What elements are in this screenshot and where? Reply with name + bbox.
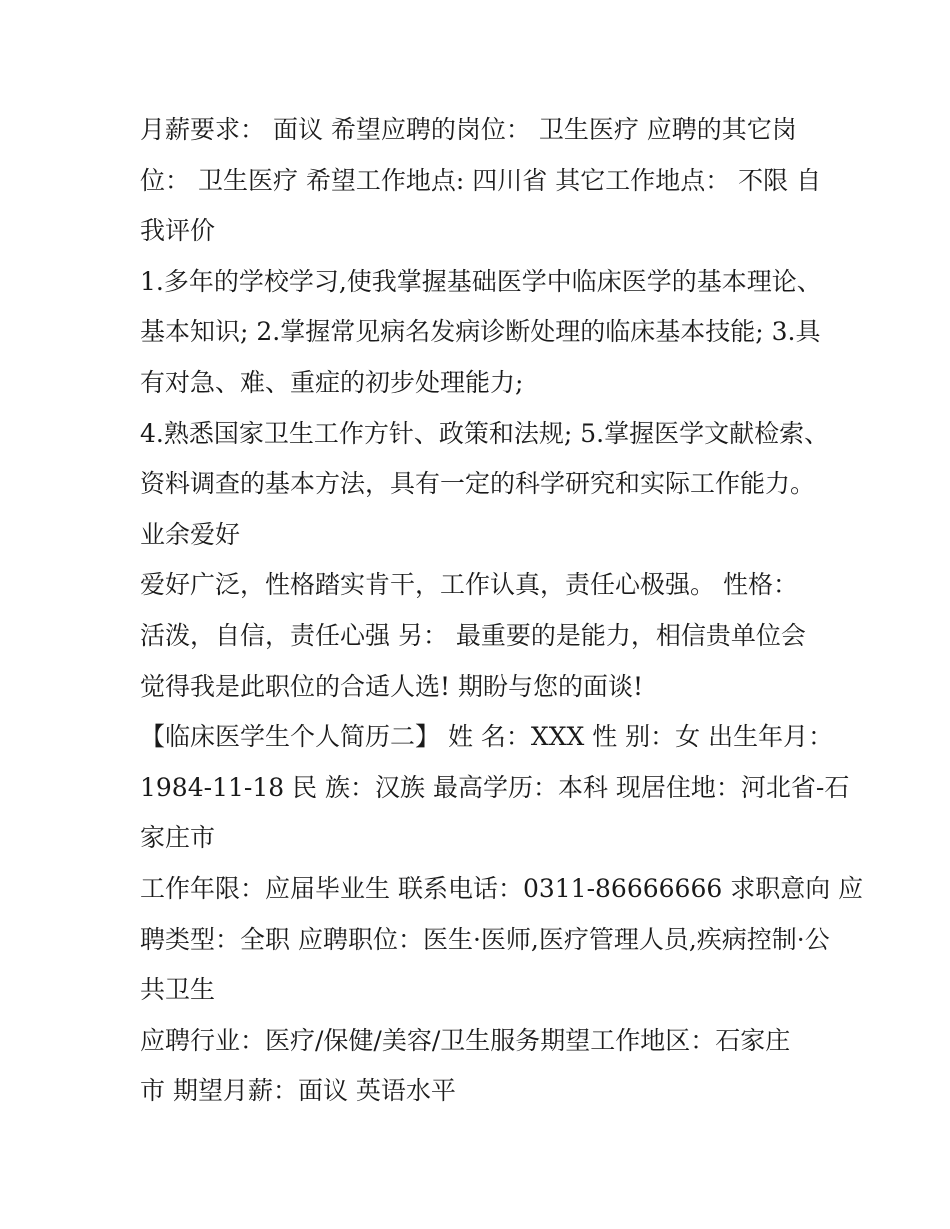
- text-line: 1.多年的学校学习,使我掌握基础医学中临床医学的基本理论、: [140, 266, 822, 296]
- paragraph-resume-two-header: [140, 712, 850, 864]
- text-line: 1984-11-18 民 族：汉族 最高学历：本科 现居住地：河北省-石: [140, 772, 850, 802]
- paragraph-industry-and-expectations: [140, 1016, 820, 1117]
- text-line: 家庄市: [140, 823, 216, 853]
- text-line: 位： 卫生医疗 希望工作地点: 四川省 其它工作地点： 不限 自: [140, 165, 822, 195]
- document-body: [140, 105, 864, 1117]
- text-line: 4.熟悉国家卫生工作方针、政策和法规; 5.掌握医学文献检索、: [140, 418, 830, 448]
- text-line: 资料调查的基本方法，具有一定的科学研究和实际工作能力。: [140, 469, 816, 499]
- text-line: 聘类型：全职 应聘职位：医生·医师,医疗管理人员,疾病控制·公: [140, 924, 830, 954]
- text-line: 活泼，自信，责任心强 另： 最重要的是能力，相信贵单位会: [140, 620, 806, 650]
- text-line: 工作年限：应届毕业生 联系电话：0311-86666666 求职意向 应: [140, 873, 864, 903]
- text-line: 爱好广泛，性格踏实肯干，工作认真，责任心极强。 性格：: [140, 570, 798, 600]
- paragraph-salary-and-location: [140, 105, 820, 257]
- text-line: 月薪要求： 面议 希望应聘的岗位： 卫生医疗 应聘的其它岗: [140, 115, 797, 144]
- text-line: 觉得我是此职位的合适人选! 期盼与您的面谈!: [140, 671, 644, 701]
- text-line: 共卫生: [140, 975, 216, 1005]
- text-line: 基本知识; 2.掌握常见病名发病诊断处理的临床基本技能; 3.具: [140, 317, 821, 347]
- text-line: 市 期望月薪：面议 英语水平: [140, 1076, 456, 1106]
- text-line: 应聘行业：医疗/保健/美容/卫生服务期望工作地区：石家庄: [140, 1025, 791, 1055]
- paragraph-hobbies: [140, 560, 820, 712]
- text-line: 业余爱好: [140, 519, 241, 549]
- paragraph-skills: [140, 409, 830, 561]
- paragraph-job-intent: [140, 864, 864, 1016]
- text-line: 【临床医学生个人简历二】 姓 名：XXX 性 别：女 出生年月：: [140, 722, 834, 752]
- text-line: 我评价: [140, 216, 216, 246]
- paragraph-self-evaluation: [140, 257, 820, 409]
- text-line: 有对急、难、重症的初步处理能力;: [140, 367, 524, 397]
